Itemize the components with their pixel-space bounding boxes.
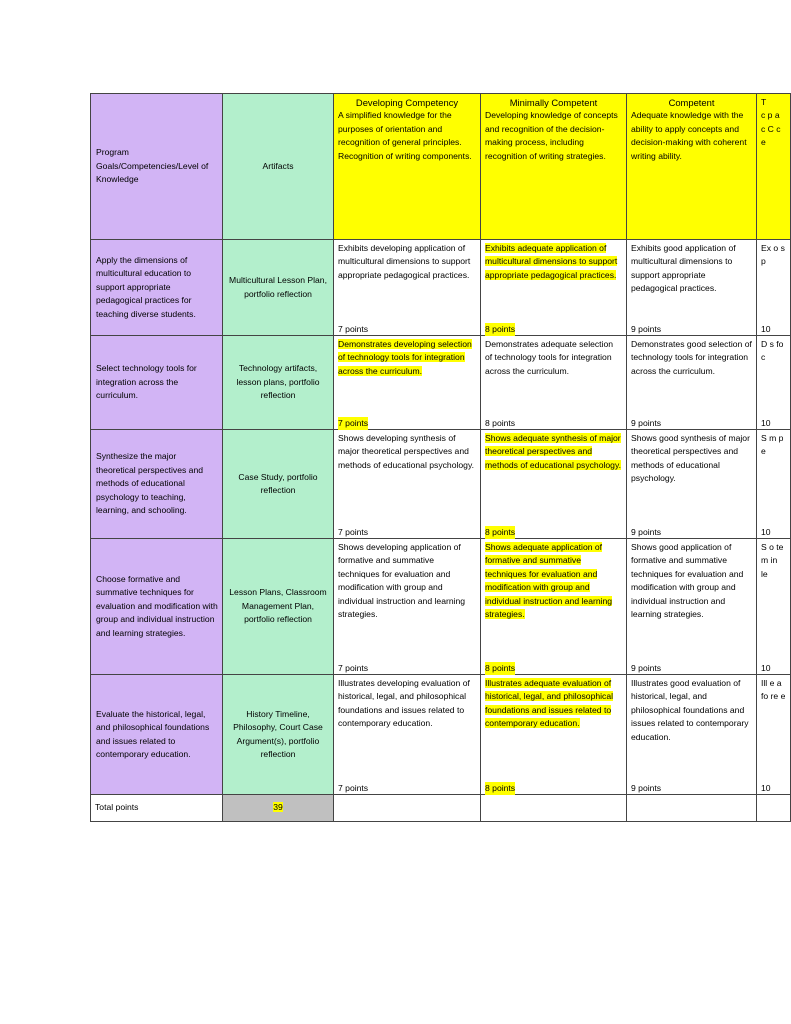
criterion-text: Ex o s p: [761, 243, 785, 267]
rubric-cell-developing: [334, 430, 481, 539]
goal-cell: Synthesize the major theoretical perspectives and methods of educational psychology to teaching, learning, and schooling.: [91, 430, 223, 539]
criterion-text: Shows developing synthesis of major theoretical perspectives and methods of educational psychology.: [338, 433, 474, 470]
rubric-cell-minimally-competent: [481, 539, 627, 675]
rubric-cell-fourth: [757, 240, 791, 336]
criterion-text: Shows good synthesis of major theoretical perspectives and methods of educational psychology.: [631, 433, 750, 484]
level-title: T: [761, 97, 767, 107]
rubric-cell-minimally-competent: [481, 430, 627, 539]
rubric-cell-competent: [627, 240, 757, 336]
header-goals-cell: Program Goals/Competencies/Level of Knowledge: [91, 94, 223, 240]
header-artifacts-cell: Artifacts: [223, 94, 334, 240]
artifact-cell: Technology artifacts, lesson plans, portfolio reflection: [223, 336, 334, 430]
points-label: 7 points: [338, 323, 369, 334]
criterion-text: S m p e: [761, 433, 784, 457]
level-title: Developing Competency: [355, 97, 459, 108]
total-empty-cell: [757, 795, 791, 822]
criterion-text: Exhibits adequate application of multicultural dimensions to support appropriate pedagogical practices.: [485, 243, 618, 280]
table-row: [91, 539, 791, 675]
points-label: 7 points: [338, 526, 369, 537]
points-label: 8 points: [485, 323, 515, 336]
points-label: 10: [761, 323, 771, 334]
rubric-cell-developing: [334, 675, 481, 795]
goal-cell: Select technology tools for integration across the curriculum.: [91, 336, 223, 430]
table-row: [91, 336, 791, 430]
criterion-text: Shows developing application of formative and summative techniques for evaluation and modification with group and individual instruction and learning strategies.: [338, 542, 466, 620]
rubric-cell-competent: [627, 336, 757, 430]
level-description: A simplified knowledge for the purposes of orientation and recognition of general principles. Recognition of writing components.: [338, 110, 472, 161]
points-label: 10: [761, 417, 771, 428]
criterion-text: S o te m in le: [761, 542, 784, 579]
level-header-developing: [334, 94, 481, 240]
level-description: Adequate knowledge with the ability to apply concepts and decision-making with coherent writing ability.: [631, 110, 747, 161]
criterion-text: Exhibits developing application of multicultural dimensions to support appropriate pedagogical practices.: [338, 243, 471, 280]
level-description: c p a c C c e: [761, 110, 781, 148]
rubric-cell-fourth: [757, 539, 791, 675]
criterion-text: Demonstrates adequate selection of technology tools for integration across the curriculum.: [485, 339, 614, 376]
goal-cell: Apply the dimensions of multicultural education to support appropriate pedagogical practices for teaching diverse students.: [91, 240, 223, 336]
artifact-cell: Lesson Plans, Classroom Management Plan, portfolio reflection: [223, 539, 334, 675]
points-label: 9 points: [631, 417, 662, 428]
rubric-cell-fourth: [757, 336, 791, 430]
total-empty-cell: [481, 795, 627, 822]
total-label: Total points: [91, 795, 223, 822]
total-row: [91, 795, 791, 822]
table-row: [91, 240, 791, 336]
points-label: 8 points: [485, 526, 515, 539]
rubric-cell-developing: [334, 336, 481, 430]
criterion-text: Demonstrates developing selection of technology tools for integration across the curriculum.: [338, 339, 472, 376]
criterion-text: Shows good application of formative and summative techniques for evaluation and modification with group and individual instruction and learning strategies.: [631, 542, 744, 620]
points-label: 10: [761, 526, 771, 537]
total-empty-cell: [627, 795, 757, 822]
criterion-text: Ill e a fo re e: [761, 678, 786, 702]
table-row: [91, 430, 791, 539]
table-row: [91, 675, 791, 795]
points-label: 9 points: [631, 782, 662, 793]
criterion-text: Shows adequate application of formative and summative techniques for evaluation and modification with group and individual instruction and learning strategies.: [485, 542, 613, 620]
rubric-cell-minimally-competent: [481, 336, 627, 430]
criterion-text: Shows adequate synthesis of major theoretical perspectives and methods of educational psychology.: [485, 433, 621, 470]
total-value-cell: [223, 795, 334, 822]
points-label: 7 points: [338, 782, 369, 793]
rubric-cell-minimally-competent: [481, 675, 627, 795]
criterion-text: Exhibits good application of multicultural dimensions to support appropriate pedagogical practices.: [631, 243, 736, 294]
level-title: Minimally Competent: [509, 97, 598, 108]
points-label: 9 points: [631, 323, 662, 334]
artifact-cell: History Timeline, Philosophy, Court Case Argument(s), portfolio reflection: [223, 675, 334, 795]
rubric-cell-competent: [627, 430, 757, 539]
criterion-text: Illustrates developing evaluation of historical, legal, and philosophical foundations and issues related to contemporary education.: [338, 678, 470, 729]
points-label: 7 points: [338, 417, 368, 430]
artifact-cell: Case Study, portfolio reflection: [223, 430, 334, 539]
header-row: [91, 94, 791, 240]
artifact-cell: Multicultural Lesson Plan, portfolio reflection: [223, 240, 334, 336]
rubric-cell-fourth: [757, 675, 791, 795]
rubric-cell-competent: [627, 539, 757, 675]
goal-cell: Evaluate the historical, legal, and philosophical foundations and issues related to contemporary education.: [91, 675, 223, 795]
level-header-fourth: [757, 94, 791, 240]
points-label: 9 points: [631, 662, 662, 673]
level-title: Competent: [668, 97, 715, 108]
points-label: 8 points: [485, 782, 515, 795]
criterion-text: Illustrates good evaluation of historical, legal, and philosophical foundations and issues related to contemporary education.: [631, 678, 749, 742]
points-label: 10: [761, 782, 771, 793]
criterion-text: D s fo c: [761, 339, 784, 363]
level-description: Developing knowledge of concepts and recognition of the decision-making process, including recognition of writing strategies.: [485, 110, 618, 161]
criterion-text: Illustrates adequate evaluation of historical, legal, and philosophical foundations and issues related to contemporary education.: [485, 678, 614, 729]
goal-cell: Choose formative and summative techniques for evaluation and modification with group and individual instruction and learning strategies.: [91, 539, 223, 675]
rubric-cell-competent: [627, 675, 757, 795]
rubric-table: [90, 93, 791, 822]
points-label: 9 points: [631, 526, 662, 537]
points-label: 10: [761, 662, 771, 673]
points-label: 8 points: [485, 417, 516, 428]
rubric-cell-minimally-competent: [481, 240, 627, 336]
rubric-cell-developing: [334, 539, 481, 675]
rubric-cell-developing: [334, 240, 481, 336]
level-header-competent: [627, 94, 757, 240]
level-header-minimally-competent: [481, 94, 627, 240]
points-label: 8 points: [485, 662, 515, 675]
criterion-text: Demonstrates good selection of technology tools for integration across the curriculum.: [631, 339, 752, 376]
total-empty-cell: [334, 795, 481, 822]
rubric-cell-fourth: [757, 430, 791, 539]
points-label: 7 points: [338, 662, 369, 673]
total-value: 39: [273, 802, 283, 813]
